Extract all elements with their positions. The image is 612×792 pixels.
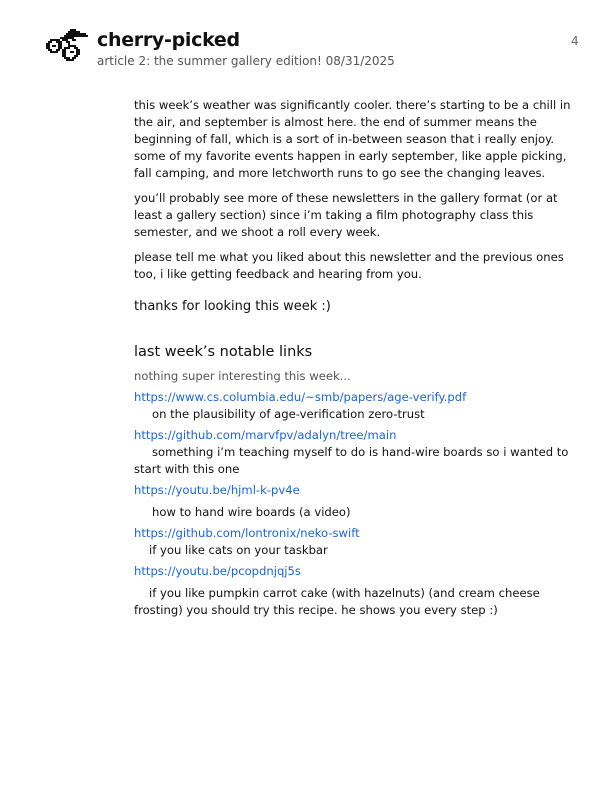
article-body bbox=[134, 97, 572, 619]
link-url[interactable]: https://youtu.be/hjml-k-pv4e bbox=[134, 483, 300, 497]
link-description: how to hand wire boards (a video) bbox=[152, 505, 351, 519]
body-paragraph: please tell me what you liked about this newsletter and the previous ones too, i like getting feedback and hearing from you. bbox=[134, 250, 564, 281]
links-heading: last week’s notable links bbox=[134, 344, 313, 360]
link-description: if you like pumpkin carrot cake (with hazelnuts) (and cream cheese frosting) you should try this recipe. he shows you every step :) bbox=[134, 586, 540, 617]
link-url[interactable]: https://github.com/lontronix/neko-swift bbox=[134, 526, 360, 540]
article-subtitle: article 2: the summer gallery edition! 08/31/2025 bbox=[97, 54, 395, 68]
thanks-line: thanks for looking this week :) bbox=[134, 299, 331, 314]
newsletter-title: cherry-picked bbox=[97, 29, 240, 51]
link-url[interactable]: https://www.cs.columbia.edu/~smb/papers/age-verify.pdf bbox=[134, 390, 467, 404]
body-paragraph: this week’s weather was significantly cooler. there’s starting to be a chill in the air, and september is almost here. the end of summer means the beginning of fall, which is a sort of in-between season that i really enjoy. some of my favorite events happen in early september, like apple picking, fall camping, and more letchworth runs to go see the changing leaves. bbox=[134, 98, 571, 180]
link-description: on the plausibility of age-verification zero-trust bbox=[152, 407, 425, 421]
link-url[interactable]: https://youtu.be/pcopdnjqj5s bbox=[134, 564, 301, 578]
link-description: if you like cats on your taskbar bbox=[149, 543, 328, 557]
link-url[interactable]: https://github.com/marvfpv/adalyn/tree/main bbox=[134, 428, 397, 442]
cherry-logo-icon bbox=[46, 29, 94, 69]
links-intro: nothing super interesting this week... bbox=[134, 369, 351, 383]
page-number: 4 bbox=[571, 34, 579, 48]
link-description: something i’m teaching myself to do is hand-wire boards so i wanted to start with this one bbox=[134, 445, 569, 476]
body-paragraph: you’ll probably see more of these newsletters in the gallery format (or at least a gallery section) since i’m taking a film photography class this semester, and we shoot a roll every week. bbox=[134, 191, 558, 239]
